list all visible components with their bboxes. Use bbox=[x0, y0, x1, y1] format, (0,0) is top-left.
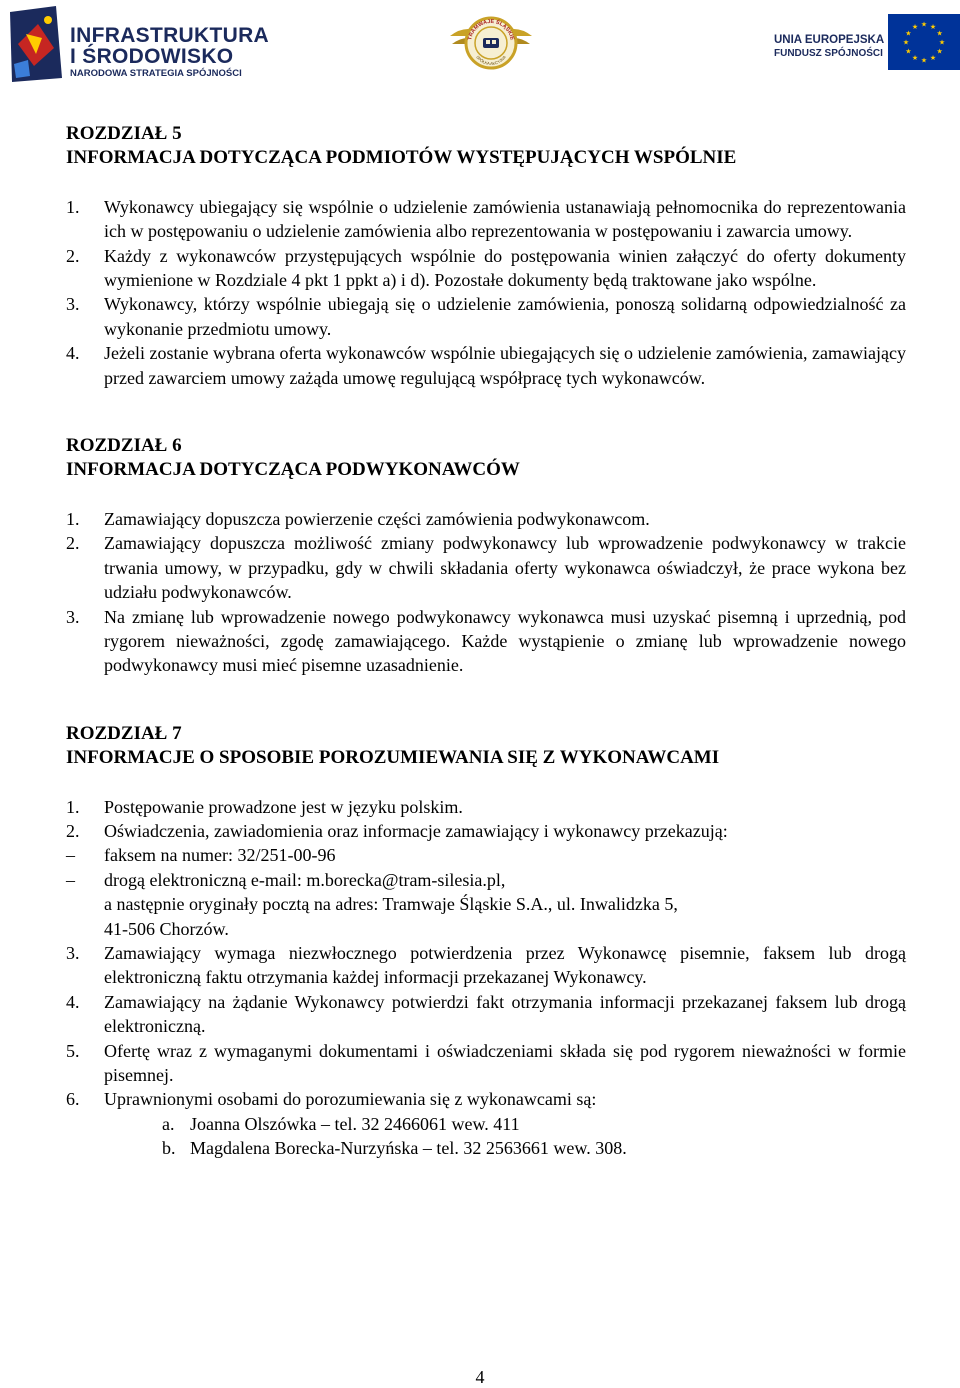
document-body bbox=[66, 122, 906, 1161]
eu-logo-line1: UNIA EUROPEJSKA bbox=[774, 34, 885, 46]
unia-europejska-logo bbox=[770, 14, 960, 74]
list-item: 1. Wykonawcy ubiegający się wspólnie o udzielenie zamówienia ustanawiają pełnomocnika do reprezentowania ich w postępowaniu o udzielenie zamówienia albo reprezentowania w postępowaniu i zawarcia umowy. bbox=[66, 196, 906, 242]
chapter-7-list bbox=[66, 795, 906, 1161]
list-item: 3. Wykonawcy, którzy wspólnie ubiegają się o udzielenie zamówienia, ponoszą solidarną odpowiedzialność za wykonanie przedmiotu umowy. bbox=[66, 294, 906, 339]
eu-star-icon: ★ bbox=[905, 29, 912, 38]
eu-star-icon: ★ bbox=[936, 47, 943, 56]
list-item: 4. Zamawiający na żądanie Wykonawcy potwierdzi fakt otrzymania informacji przekazanej faksem lub drogą elektroniczną. bbox=[66, 991, 906, 1037]
list-item: 3. Zamawiający wymaga niezwłocznego potwierdzenia przez Wykonawcę pisemnie, faksem lub drogą elektroniczną faktu otrzymania każdej informacji przekazanej Wykonawcy. bbox=[66, 942, 906, 988]
eu-star-icon: ★ bbox=[920, 56, 928, 65]
infrastruktura-logo-line2: I ŚRODOWISKO bbox=[70, 45, 234, 68]
tram-logo-top-text: TRAMWAJE ŚLĄSKIE bbox=[467, 18, 515, 41]
chapter-7-label: ROZDZIAŁ 7 bbox=[66, 722, 182, 744]
infrastruktura-logo-line3: NARODOWA STRATEGIA SPÓJNOŚCI bbox=[70, 68, 242, 79]
infrastruktura-emblem-icon bbox=[8, 4, 68, 84]
list-item: 6. Uprawnionymi osobami do porozumiewania się z wykonawcami są: bbox=[66, 1089, 597, 1110]
eu-star-icon: ★ bbox=[929, 22, 937, 31]
chapter-6-label: ROZDZIAŁ 6 bbox=[66, 435, 182, 457]
list-item: 2. Zamawiający dopuszcza możliwość zmiany podwykonawcy lub wprowadzenie podwykonawcy w trakcie trwania umowy, w przypadku, gdy w chwili składania oferty wykonawca oświadczył, że prace wykona bez udziału podwykonawców. bbox=[66, 533, 906, 603]
page-header bbox=[0, 0, 960, 90]
chapter-7-title: INFORMACJE O SPOSOBIE POROZUMIEWANIA SIĘ Z WYKONAWCAMI bbox=[66, 747, 720, 769]
eu-star-icon: ★ bbox=[936, 29, 943, 38]
tramwaje-slaskie-logo bbox=[446, 14, 536, 72]
list-item: 4. Jeżeli zostanie wybrana oferta wykonawców wspólnie ubiegających się o udzielenie zamówienia, zamawiający przed zawarciem umowy zażąda umowę regulującą współpracę tych wykonawców. bbox=[66, 343, 906, 388]
chapter-5-label: ROZDZIAŁ 5 bbox=[66, 123, 182, 144]
chapter-6-list bbox=[66, 507, 906, 678]
list-item: 5. Ofertę wraz z wymaganymi dokumentami i oświadczeniami składa się pod rygorem nieważności w formie pisemnej. bbox=[66, 1040, 906, 1085]
dash-item-fax: – faksem na numer: 32/251-00-96 bbox=[66, 845, 336, 866]
list-item: 1. Zamawiający dopuszcza powierzenie części zamówienia podwykonawcom. bbox=[66, 508, 650, 529]
infrastruktura-logo bbox=[8, 4, 270, 84]
dash-item-email: – drogą elektroniczną e-mail: m.borecka@tram-silesia.pl, a następnie oryginały pocztą na adres: Tramwaje Śląskie S.A., ul. Inwalidzka 5, 41-506 Chorzów. bbox=[66, 868, 906, 941]
eu-star-icon: ★ bbox=[911, 22, 919, 31]
tram-logo-bottom-text: SPÓŁKA AKCYJNA bbox=[475, 54, 507, 67]
chapter-5-title: INFORMACJA DOTYCZĄCA PODMIOTÓW WYSTĘPUJĄCYCH WSPÓLNIE bbox=[66, 147, 737, 169]
chapter-5-list bbox=[66, 195, 906, 390]
list-item: 1. Postępowanie prowadzone jest w języku polskim. bbox=[66, 796, 463, 817]
eu-flag-icon bbox=[888, 14, 960, 70]
contact-person-item: a. Joanna Olszówka – tel. 32 2466061 wew. 411 bbox=[162, 1113, 520, 1134]
eu-star-icon: ★ bbox=[920, 20, 928, 29]
email-line: drogą elektroniczną e-mail: m.borecka@tram-silesia.pl, bbox=[104, 869, 506, 890]
eu-star-icon: ★ bbox=[905, 47, 912, 56]
eu-star-icon: ★ bbox=[929, 54, 937, 63]
eu-star-icon: ★ bbox=[938, 38, 946, 47]
infrastruktura-logo-line1: INFRASTRUKTURA bbox=[70, 24, 270, 47]
eu-star-icon: ★ bbox=[902, 38, 910, 47]
tramwaje-slaskie-emblem-icon bbox=[446, 14, 536, 72]
postal-address-line: a następnie oryginały pocztą na adres: Tramwaje Śląskie S.A., ul. Inwalidzka 5, bbox=[104, 894, 678, 915]
eu-logo-line2: FUNDUSZ SPÓJNOŚCI bbox=[774, 48, 883, 59]
eu-star-icon: ★ bbox=[911, 54, 919, 63]
list-item: 3. Na zmianę lub wprowadzenie nowego podwykonawcy wykonawca musi uzyskać pisemną i uprzednią, pod rygorem nieważności, zgodę zamawiającego. Każde wystąpienie o zmianę lub wprowadzenie nowego podwykonawcy musi mieć pisemne uzasadnienie. bbox=[66, 606, 906, 676]
chapter-6-title: INFORMACJA DOTYCZĄCA PODWYKONAWCÓW bbox=[66, 459, 520, 481]
list-item: 2. Oświadczenia, zawiadomienia oraz informacje zamawiający i wykonawcy przekazują: bbox=[66, 820, 728, 841]
page-number: 4 bbox=[475, 1367, 485, 1387]
postal-city-line: 41-506 Chorzów. bbox=[104, 918, 229, 939]
contact-person-item: b. Magdalena Borecka-Nurzyńska – tel. 32 2563661 wew. 308. bbox=[162, 1138, 627, 1159]
list-item: 2. Każdy z wykonawców przystępujących wspólnie do postępowania winien załączyć do oferty dokumenty wymienione w Rozdziale 4 pkt 1 ppkt a) i d). Pozostałe dokumenty będą traktowane jako wspólne. bbox=[66, 245, 906, 291]
